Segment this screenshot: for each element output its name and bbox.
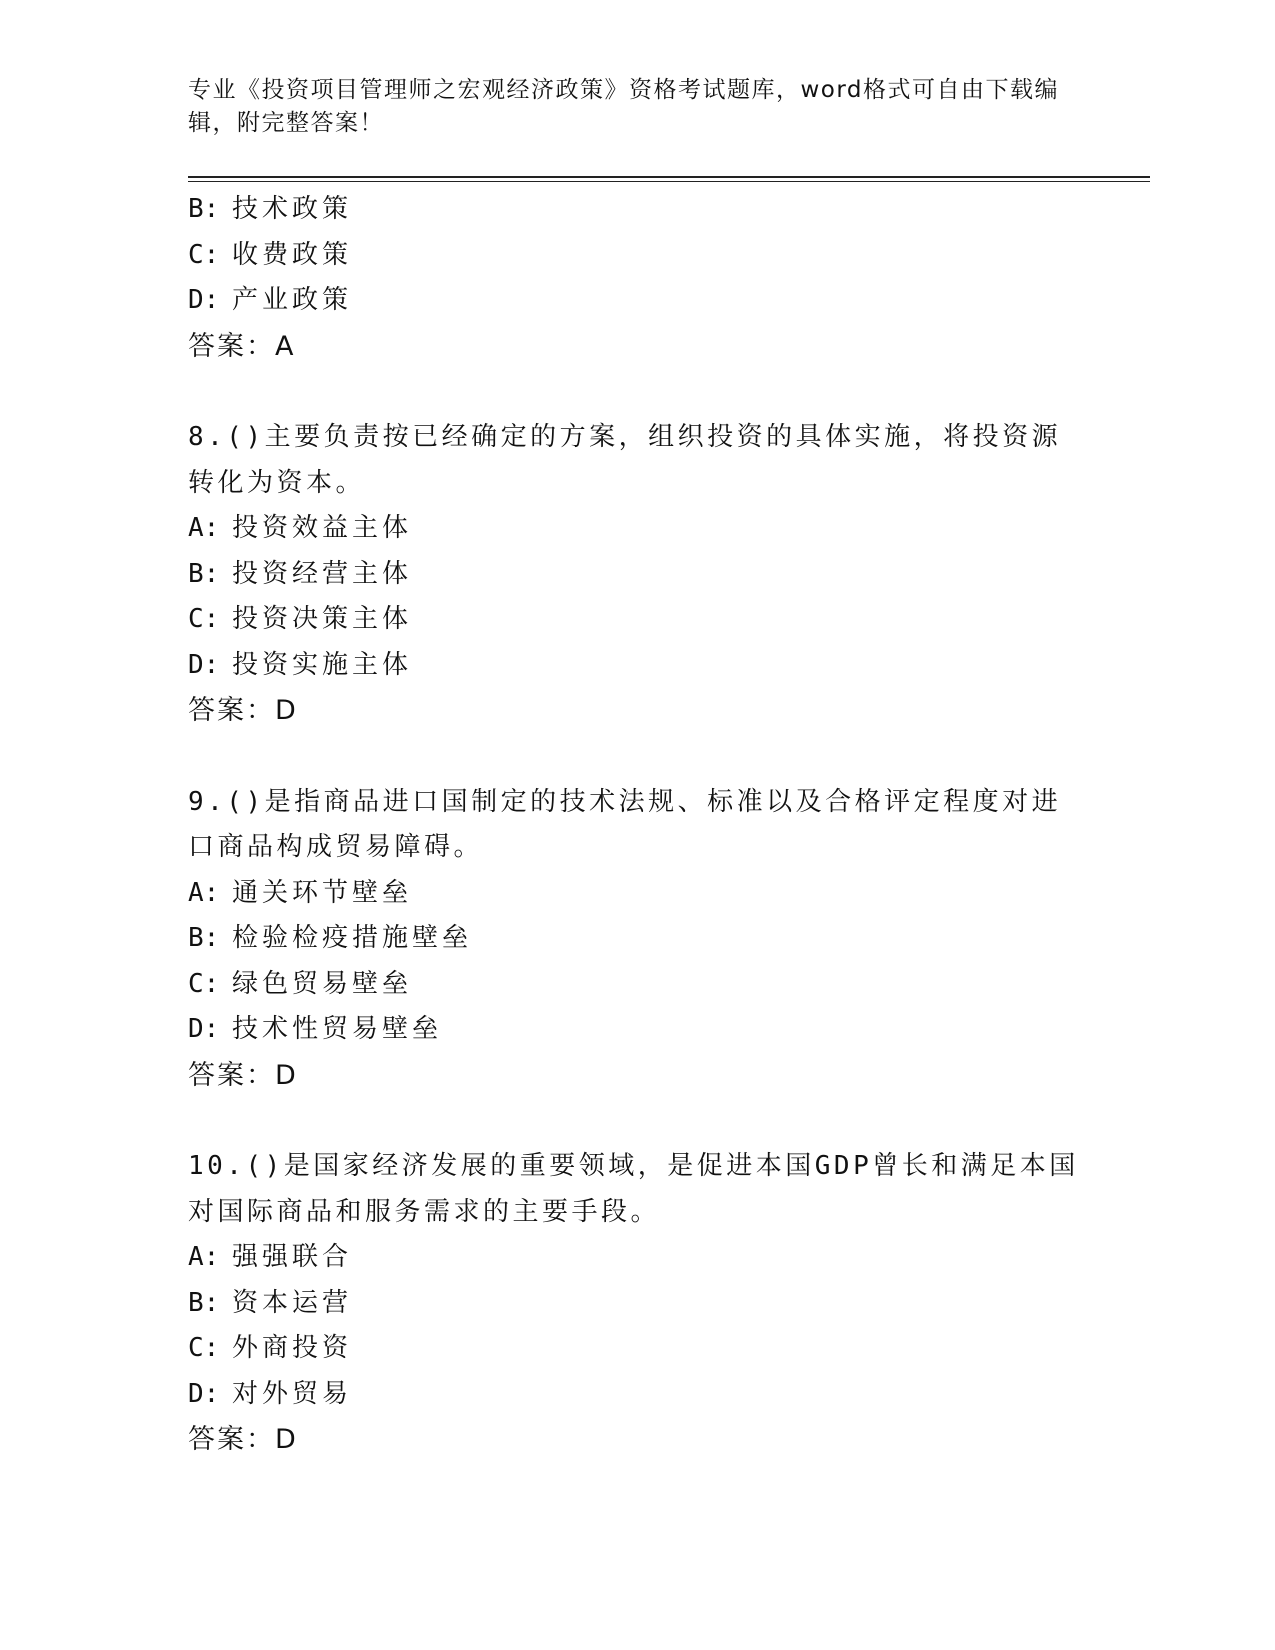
question-stem: 9.()是指商品进口国制定的技术法规、标准以及合格评定程度对进口商品构成贸易障碍。 <box>188 786 1062 862</box>
prev-question <box>188 187 1088 369</box>
answer-line: 答案：D <box>188 1059 298 1091</box>
option-d: D: 对外贸易 <box>188 1378 353 1409</box>
option-b: B: 资本运营 <box>188 1287 353 1318</box>
option-b: B: 技术政策 <box>188 194 353 224</box>
option-b: B: 投资经营主体 <box>188 558 413 589</box>
question-stem: 8.()主要负责按已经确定的方案，组织投资的具体实施，将投资源转化为资本。 <box>188 422 1062 498</box>
question-10 <box>188 1144 1088 1463</box>
option-b: B: 检验检疫措施壁垒 <box>188 923 473 953</box>
option-a: A: 强强联合 <box>188 1242 353 1272</box>
option-c: C: 收费政策 <box>188 239 353 270</box>
option-d: D: 投资实施主体 <box>188 649 413 680</box>
answer-line: 答案：A <box>188 330 296 362</box>
option-d: D: 技术性贸易壁垒 <box>188 1014 443 1044</box>
option-a: A: 通关环节壁垒 <box>188 877 413 908</box>
option-c: C: 外商投资 <box>188 1333 353 1363</box>
question-8 <box>188 415 1088 734</box>
option-a: A: 投资效益主体 <box>188 513 413 543</box>
question-stem: 10.()是国家经济发展的重要领域，是促进本国GDP曾长和满足本国对国际商品和服务需求的主要手段。 <box>188 1151 1079 1227</box>
option-c: C: 绿色贸易壁垒 <box>188 968 413 999</box>
answer-line: 答案：D <box>188 1424 298 1455</box>
question-9 <box>188 780 1088 1099</box>
document-header: 专业《投资项目管理师之宏观经济政策》资格考试题库，word格式可自由下载编辑，附完整答案！ <box>188 77 1060 136</box>
option-d: D: 产业政策 <box>188 285 353 315</box>
question-list <box>188 187 1088 1463</box>
header-rule-thin <box>188 181 1150 182</box>
answer-line: 答案：D <box>188 695 298 726</box>
option-c: C: 投资决策主体 <box>188 604 413 634</box>
header-rule-thick <box>188 176 1150 178</box>
